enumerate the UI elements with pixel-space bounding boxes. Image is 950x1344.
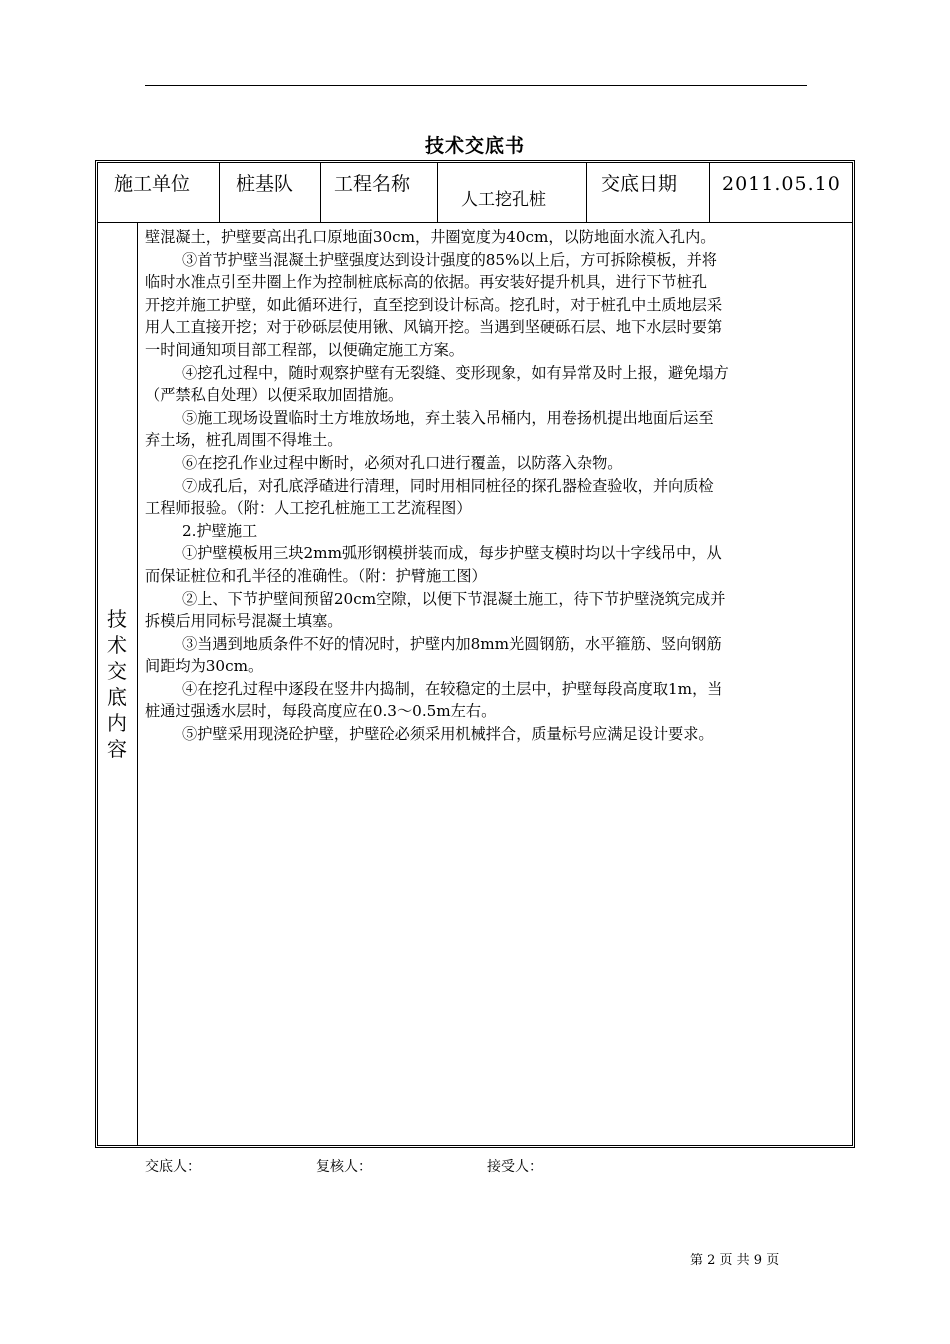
disclosure-date-value: 2011.05.10 — [722, 173, 841, 195]
col-divider-1 — [219, 163, 220, 222]
content-line: ①护壁模板用三块2mm弧形钢模拼装而成，每步护壁支模时均以十字线吊中，从 — [182, 544, 722, 563]
col-divider-2 — [320, 163, 321, 222]
content-line: 拆模后用同标号混凝土填塞。 — [145, 612, 343, 631]
page-number: 第 2 页 共 9 页 — [690, 1253, 780, 1268]
content-line: 而保证桩位和孔半径的准确性。（附：护臂施工图） — [145, 566, 487, 585]
content-line: 壁混凝土，护壁要高出孔口原地面30cm，井圈宽度为40cm，以防地面水流入孔内。 — [145, 228, 716, 246]
content-line: ②上、下节护壁间预留20cm空隙，以便下节混凝土施工，待下节护壁浇筑完成并 — [182, 589, 726, 608]
col-divider-5 — [709, 163, 710, 222]
content-line: ⑤护壁采用现浇砼护壁，护壁砼必须采用机械拌合，质量标号应满足设计要求。 — [182, 725, 714, 744]
content-line: 间距均为30cm。 — [145, 657, 264, 676]
header-row-divider — [98, 222, 852, 223]
content-line: 2.护壁施工 — [182, 521, 258, 540]
project-name-label: 工程名称 — [334, 173, 411, 195]
content-line: ③当遇到地质条件不好的情况时，护壁内加8mm光圆钢筋，水平箍筋、竖向钢筋 — [182, 634, 722, 653]
side-label-char: 容 — [107, 737, 127, 761]
content-line: 一时间通知项目部工程部，以便确定施工方案。 — [145, 340, 464, 359]
content-line: ⑤施工现场设置临时土方堆放场地，弃土装入吊桶内，用卷扬机提出地面后运至 — [182, 408, 714, 427]
content-line: 临时水准点引至井圈上作为控制桩底标高的依据。再安装好提升机具，进行下节桩孔 — [145, 273, 707, 292]
construction-unit-value: 桩基队 — [236, 173, 294, 195]
handover-person-label: 交底人： — [145, 1159, 201, 1175]
document-title: 技术交底书 — [424, 135, 525, 157]
content-line: 用人工直接开挖；对于砂砾层使用锹、风镐开挖。当遇到坚硬砾石层、地下水层时要第 — [145, 318, 723, 337]
side-label-char: 交 — [107, 659, 127, 683]
content-line: （严禁私自处理）以便采取加固措施。 — [145, 386, 404, 405]
technical-content-body — [145, 226, 847, 746]
reviewer-label: 复核人： — [316, 1159, 372, 1175]
content-line: ③首节护壁当混凝土护壁强度达到设计强度的85%以上后，方可拆除模板，并将 — [182, 250, 717, 269]
side-label-char: 底 — [107, 685, 127, 709]
label-column-divider — [137, 222, 138, 1145]
disclosure-date-label: 交底日期 — [601, 173, 678, 195]
content-line: ⑥在挖孔作业过程中断时，必须对孔口进行覆盖，以防落入杂物。 — [182, 453, 623, 472]
col-divider-3 — [437, 163, 438, 222]
construction-unit-label: 施工单位 — [114, 173, 191, 195]
project-name-value: 人工挖孔桩 — [461, 190, 546, 210]
content-line: 弃土场，桩孔周围不得堆土。 — [145, 431, 343, 450]
content-line: 桩通过强透水层时，每段高度应在0.3～0.5m左右。 — [145, 702, 497, 721]
col-divider-4 — [586, 163, 587, 222]
technical-content-label — [104, 606, 130, 762]
side-label-char: 技 — [107, 607, 127, 631]
content-line: ④在挖孔过程中逐段在竖井内捣制，在较稳定的土层中，护壁每段高度取1m，当 — [182, 679, 723, 698]
content-line: 工程师报验。（附：人工挖孔桩施工工艺流程图） — [145, 499, 472, 518]
side-label-char: 内 — [107, 711, 127, 735]
content-line: ⑦成孔后，对孔底浮碴进行清理，同时用相同桩径的探孔器检查验收，并向质检 — [182, 476, 714, 495]
receiver-label: 接受人： — [487, 1159, 543, 1175]
content-line: 开挖并施工护壁，如此循环进行，直至挖到设计标高。挖孔时，对于桩孔中土质地层采 — [145, 295, 723, 314]
side-label-char: 术 — [107, 633, 127, 657]
header-rule — [145, 85, 807, 86]
content-line: ④挖孔过程中，随时观察护壁有无裂缝、变形现象，如有异常及时上报，避免塌方 — [182, 363, 729, 382]
